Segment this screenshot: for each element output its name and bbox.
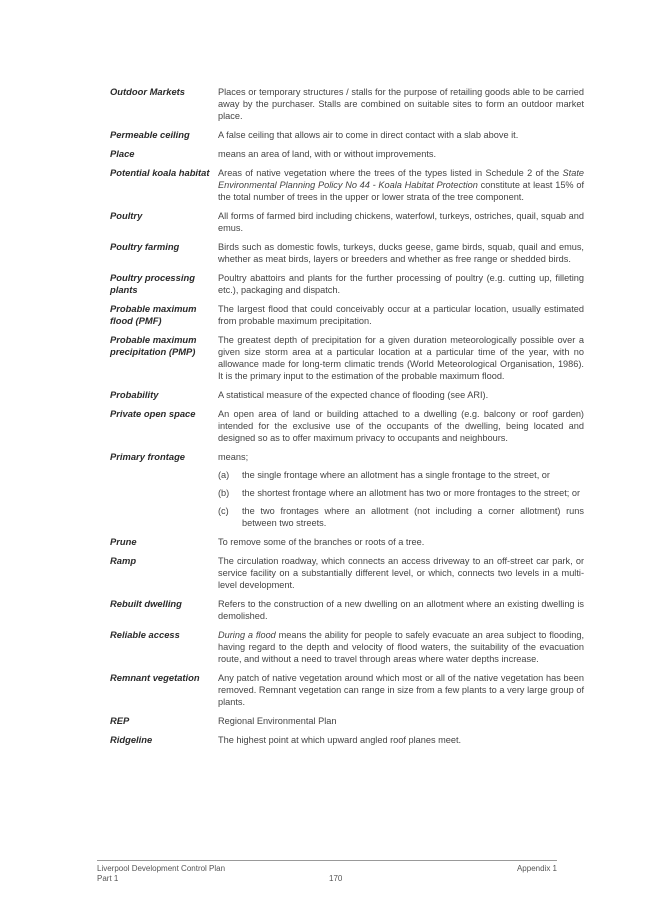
glossary-definition: Regional Environmental Plan [218,716,337,726]
glossary-entry [110,555,584,591]
glossary-term: Private open space [110,408,196,419]
glossary-entry [110,715,584,727]
glossary-term: Probable maximum flood (PMF) [110,303,197,326]
glossary-term: Poultry processing plants [110,272,195,295]
glossary-definition: Birds such as domestic fowls, turkeys, ducks geese, game birds, squab, quail and emus, whether as meat birds, layers or breeders and whether as free range or shedded birds. [218,242,584,264]
definition-text: Areas of native vegetation where the trees of the types listed in Schedule 2 of the [218,168,563,178]
policy-title: State Environmental Planning Policy No 44 - Koala Habitat Protection [218,168,584,190]
glossary-term: Rebuilt dwelling [110,598,182,609]
glossary-definition: means an area of land, with or without improvements. [218,149,437,159]
glossary-entry [110,408,584,444]
glossary-definition: The largest flood that could conceivably occur at a particular location, usually estimated from probable maximum precipitation. [218,304,584,326]
glossary-definition: The greatest depth of precipitation for a given duration meteorologically possible over a given size storm area at a particular location at a particular time of the year, with no allowance made for long-term climatic trends (World Meteorological Organisation, 1986). It is the primary input to the estimation of the probable maximum flood. [218,335,584,381]
glossary-term: Ramp [110,555,137,566]
footer-part: Part 1 [97,874,119,883]
glossary-definition [218,451,584,529]
page-number: 170 [329,874,343,883]
footer-row-top [97,864,557,874]
glossary-entry [110,451,584,529]
glossary-definition [218,167,584,203]
glossary-term: Probability [110,389,159,400]
glossary-term: Place [110,148,135,159]
list-item-text: the single frontage where an allotment has a single frontage to the street, or [242,470,550,480]
glossary-list [110,86,584,753]
glossary-definition: A statistical measure of the expected chance of flooding (see ARI). [218,390,489,400]
glossary-term: Remnant vegetation [110,672,200,683]
glossary-entry [110,334,584,382]
glossary-definition: The highest point at which upward angled roof planes meet. [218,735,462,745]
glossary-term: Permeable ceiling [110,129,190,140]
glossary-term: Ridgeline [110,734,153,745]
footer-divider [97,860,557,861]
glossary-entry [110,86,584,122]
glossary-definition: All forms of farmed bird including chickens, waterfowl, turkeys, ostriches, quail, squab and emus. [218,211,584,233]
glossary-entry [110,389,584,401]
glossary-entry [110,672,584,708]
list-item-label: (a) [218,470,230,480]
definition-text: constitute at least 15% of the total number of trees in the upper or lower strata of the tree component. [218,180,584,202]
definition-emphasis: During a flood [218,630,276,640]
glossary-entry [110,241,584,265]
definition-list-item [218,505,584,529]
glossary-definition: Poultry abattoirs and plants for the further processing of poultry (e.g. cutting up, filleting etc.), packaging and dispatch. [218,273,584,295]
list-item-text: the two frontages where an allotment (not including a corner allotment) runs between two streets. [242,506,584,528]
glossary-definition: An open area of land or building attached to a dwelling (e.g. balcony or roof garden) intended for the exclusive use of the occupants of the dwelling, being located and designed so as to offer maximum privacy to occupants and neighbours. [218,409,584,443]
glossary-definition [218,629,584,665]
footer-appendix: Appendix 1 [516,864,557,873]
page-footer [97,860,557,884]
glossary-term: Prune [110,536,137,547]
glossary-definition: Refers to the construction of a new dwelling on an allotment where an existing dwelling is demolished. [218,599,584,621]
glossary-definition: The circulation roadway, which connects an access driveway to an off-street car park, or service facility on a substantially different level, or which, connects two levels in a multi-level development. [218,556,584,590]
glossary-term: Probable maximum precipitation (PMP) [110,334,197,357]
glossary-entry [110,629,584,665]
glossary-entry [110,210,584,234]
footer-row-bottom [97,874,557,884]
glossary-entry [110,272,584,296]
definition-list-item [218,487,584,499]
glossary-term: Potential koala habitat [110,167,210,178]
glossary-definition: To remove some of the branches or roots of a tree. [218,537,425,547]
definition-text: means the ability for people to safely evacuate an area subject to flooding, having regard to the depth and velocity of flood waters, the suitability of the evacuation route, and without a need to travel through areas where water depths increase. [218,630,585,664]
glossary-definition: Any patch of native vegetation around which most or all of the native vegetation has been removed. Remnant vegetation can range in size from a few plants to a very large group of plants. [218,673,584,707]
footer-document-title: Liverpool Development Control Plan [97,864,226,873]
glossary-definition: A false ceiling that allows air to come in direct contact with a slab above it. [218,130,519,140]
glossary-term: Reliable access [110,629,180,640]
glossary-entry [110,167,584,203]
list-item-label: (b) [218,488,230,498]
glossary-entry [110,598,584,622]
glossary-term: Poultry [110,210,143,221]
glossary-term: Outdoor Markets [110,86,186,97]
glossary-entry [110,734,584,746]
glossary-definition: Places or temporary structures / stalls for the purpose of retailing goods able to be carried away by the purchaser. Stalls are combined on suitable sites to form an outdoor market place. [218,87,584,121]
glossary-entry [110,303,584,327]
glossary-term: Primary frontage [110,451,186,462]
list-item-text: the shortest frontage where an allotment has two or more frontages to the street; or [242,488,581,498]
definition-text: means; [218,452,249,462]
glossary-entry [110,129,584,141]
glossary-term: Poultry farming [110,241,180,252]
glossary-entry [110,148,584,160]
definition-list-item [218,469,584,481]
glossary-entry [110,536,584,548]
glossary-term: REP [110,715,130,726]
list-item-label: (c) [218,506,229,516]
